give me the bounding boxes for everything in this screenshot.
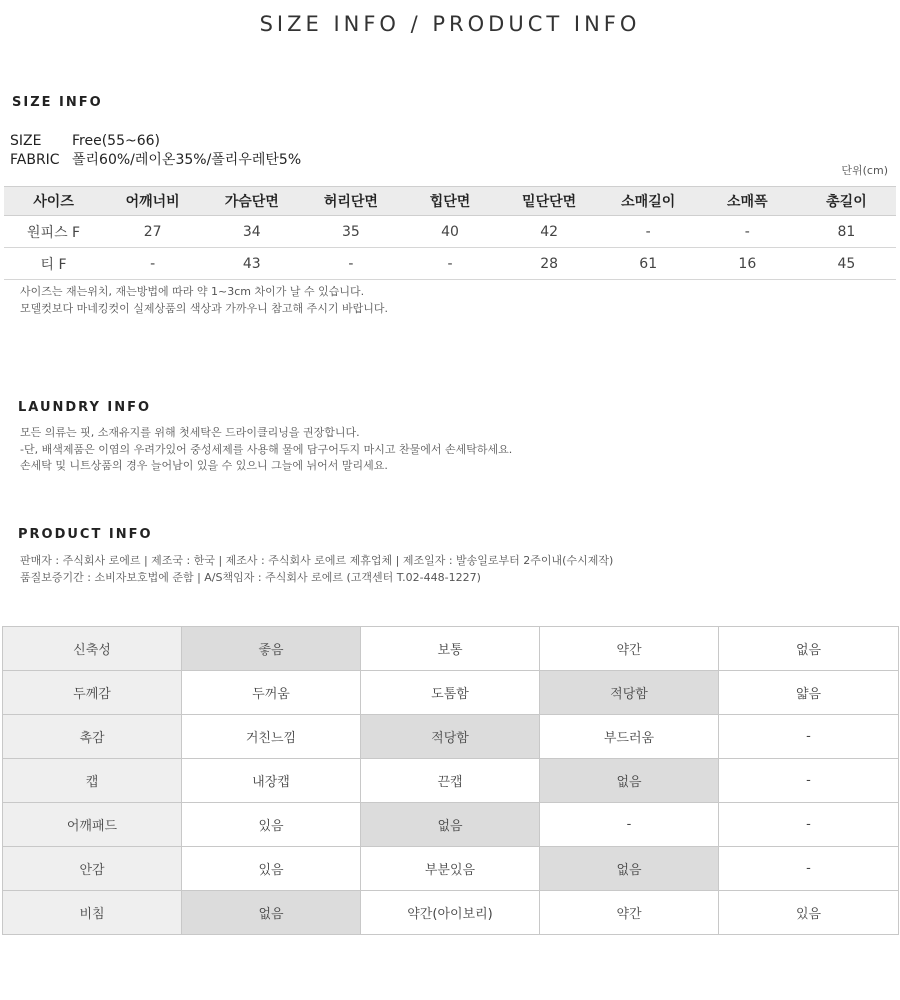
property-row <box>3 803 899 847</box>
column-header: 소매길이 <box>599 187 698 216</box>
table-row <box>4 216 896 248</box>
property-option: 부분있음 <box>361 847 540 891</box>
note-line: 모델컷보다 마네킹컷이 실제상품의 색상과 가까우니 참고해 주시기 바랍니다. <box>20 301 389 315</box>
property-option: 없음 <box>182 891 361 935</box>
table-cell: 원피스 F <box>4 216 103 248</box>
property-option: 약간 <box>540 891 719 935</box>
property-option: 거친느낌 <box>182 715 361 759</box>
size-table-header <box>4 187 896 216</box>
property-option: 없음 <box>361 803 540 847</box>
laundry-info-heading: LAUNDRY INFO <box>18 400 152 415</box>
property-option: 끈캡 <box>361 759 540 803</box>
property-option: 있음 <box>719 891 899 935</box>
table-cell: - <box>103 248 202 280</box>
property-option: - <box>540 803 719 847</box>
property-name: 신축성 <box>3 627 182 671</box>
page-title: SIZE INFO / PRODUCT INFO <box>259 12 641 36</box>
property-option: 없음 <box>540 847 719 891</box>
product-line: 품질보증기간 : 소비자보호법에 준함 | A/S책임자 : 주식회사 로에르 (고객센터 T.02-448-1227) <box>20 570 481 584</box>
property-option: 두꺼움 <box>182 671 361 715</box>
property-option: 도톰함 <box>361 671 540 715</box>
table-cell: - <box>400 248 499 280</box>
fabric-spec <box>10 149 301 169</box>
property-name: 비침 <box>3 891 182 935</box>
product-notes <box>20 553 613 586</box>
table-cell: 40 <box>400 216 499 248</box>
table-cell: 35 <box>301 216 400 248</box>
property-option: - <box>719 847 899 891</box>
table-cell: 42 <box>500 216 599 248</box>
size-notes <box>20 284 388 317</box>
property-option: 좋음 <box>182 627 361 671</box>
fabric-label: FABRIC <box>10 152 60 168</box>
table-cell: 27 <box>103 216 202 248</box>
property-name: 촉감 <box>3 715 182 759</box>
laundry-line: -단, 배색제품은 이염의 우려가있어 중성세제를 사용해 물에 담구어두지 마시고 찬물에서 손세탁하세요. <box>20 442 513 456</box>
property-name: 캡 <box>3 759 182 803</box>
table-cell: - <box>599 216 698 248</box>
property-option: - <box>719 715 899 759</box>
table-cell: 티 F <box>4 248 103 280</box>
property-option: 없음 <box>719 627 899 671</box>
column-header: 사이즈 <box>4 187 103 216</box>
property-row <box>3 715 899 759</box>
table-cell: 16 <box>698 248 797 280</box>
property-name: 어깨패드 <box>3 803 182 847</box>
column-header: 허리단면 <box>301 187 400 216</box>
property-option: 부드러움 <box>540 715 719 759</box>
property-row <box>3 671 899 715</box>
size-table <box>4 186 896 280</box>
property-option: 얇음 <box>719 671 899 715</box>
table-cell: 61 <box>599 248 698 280</box>
size-value: Free(55~66) <box>72 133 160 149</box>
property-row <box>3 891 899 935</box>
property-option: 없음 <box>540 759 719 803</box>
product-info-heading: PRODUCT INFO <box>18 527 153 542</box>
table-row <box>4 248 896 280</box>
column-header: 총길이 <box>797 187 896 216</box>
table-cell: 34 <box>202 216 301 248</box>
property-option: 적당함 <box>361 715 540 759</box>
size-label: SIZE <box>10 133 42 149</box>
table-cell: - <box>301 248 400 280</box>
property-option: 있음 <box>182 803 361 847</box>
property-option: 약간 <box>540 627 719 671</box>
property-option: 약간(아이보리) <box>361 891 540 935</box>
laundry-line: 모든 의류는 핏, 소재유지를 위해 첫세탁은 드라이클리닝을 권장합니다. <box>20 426 360 439</box>
table-cell: 43 <box>202 248 301 280</box>
unit-label: 단위(cm) <box>841 164 888 177</box>
property-option: 내장캡 <box>182 759 361 803</box>
property-option: 있음 <box>182 847 361 891</box>
column-header: 밑단단면 <box>500 187 599 216</box>
property-option: - <box>719 759 899 803</box>
size-spec <box>10 133 160 149</box>
fabric-value: 폴리60%/레이온35%/폴리우레탄5% <box>72 152 302 168</box>
size-info-heading: SIZE INFO <box>12 95 103 110</box>
property-option: 적당함 <box>540 671 719 715</box>
property-name: 안감 <box>3 847 182 891</box>
column-header: 소매폭 <box>698 187 797 216</box>
laundry-notes <box>20 425 512 475</box>
property-option: 보통 <box>361 627 540 671</box>
product-line: 판매자 : 주식회사 로에르 | 제조국 : 한국 | 제조사 : 주식회사 로에르 제휴업체 | 제조일자 : 발송일로부터 2주이내(수시제작) <box>20 554 614 567</box>
properties-table <box>2 626 899 935</box>
column-header: 힙단면 <box>400 187 499 216</box>
property-option: - <box>719 803 899 847</box>
note-line: 사이즈는 재는위치, 재는방법에 따라 약 1~3cm 차이가 날 수 있습니다. <box>20 285 365 298</box>
property-row <box>3 627 899 671</box>
property-row <box>3 759 899 803</box>
property-row <box>3 847 899 891</box>
property-name: 두께감 <box>3 671 182 715</box>
column-header: 어깨너비 <box>103 187 202 216</box>
table-cell: 28 <box>500 248 599 280</box>
table-cell: 81 <box>797 216 896 248</box>
column-header: 가슴단면 <box>202 187 301 216</box>
laundry-line: 손세탁 및 니트상품의 경우 늘어남이 있을 수 있으니 그늘에 뉘어서 말리세요. <box>20 459 388 472</box>
table-cell: 45 <box>797 248 896 280</box>
table-cell: - <box>698 216 797 248</box>
